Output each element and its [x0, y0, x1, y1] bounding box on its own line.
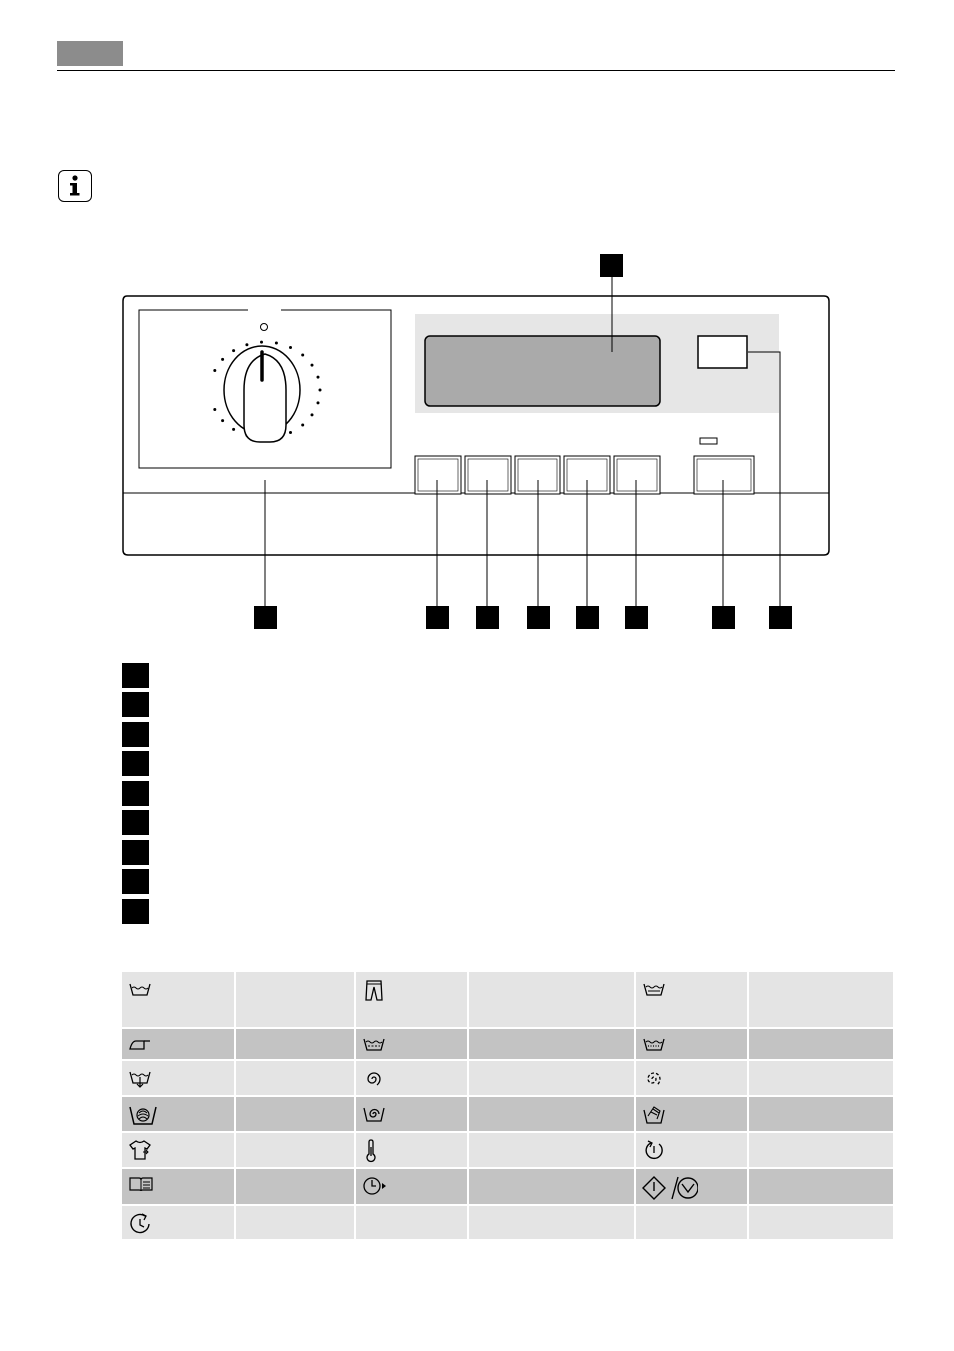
- symbol-description: [468, 1168, 635, 1205]
- dial-dot: [317, 376, 320, 379]
- symbol-description: [468, 1132, 635, 1168]
- symbol-description: [748, 1060, 894, 1096]
- symbol-cell: [355, 1205, 468, 1240]
- handwash-icon: [635, 1096, 748, 1132]
- start-led: [700, 438, 717, 444]
- symbol-description: [235, 972, 355, 1028]
- callout-box-2: [426, 606, 449, 629]
- bottom-callouts: [254, 606, 792, 629]
- tub-lines-icon: [635, 972, 748, 1028]
- dial-dot: [319, 389, 322, 392]
- door-lock-indicator: [698, 336, 747, 368]
- dial-dot: [311, 413, 314, 416]
- symbol-description: [748, 1168, 894, 1205]
- dial-dot: [289, 346, 292, 349]
- legend-box-2: [122, 692, 149, 717]
- dial-dot: [301, 354, 304, 357]
- symbol-description: [235, 1096, 355, 1132]
- dial-dot: [221, 358, 224, 361]
- display-screen: [425, 336, 660, 406]
- spin-spiral-icon: [355, 1060, 468, 1096]
- symbol-description: [468, 1096, 635, 1132]
- callout-box-8: [769, 606, 792, 629]
- symbol-description: [468, 1028, 635, 1060]
- dial-dot: [213, 408, 216, 411]
- control-panel-diagram: [0, 0, 954, 660]
- iron-icon: [122, 1028, 235, 1060]
- dial-dot: [311, 364, 314, 367]
- legend-box-7: [122, 840, 149, 865]
- legend-box-3: [122, 722, 149, 747]
- symbols-table: [122, 972, 895, 1241]
- time-delay-icon: [122, 1205, 235, 1240]
- spin-reduced-icon: [635, 1060, 748, 1096]
- symbol-description: [748, 1205, 894, 1240]
- spin-tub-icon: [355, 1096, 468, 1132]
- timer-forward-icon: [355, 1168, 468, 1205]
- symbol-description: [235, 1205, 355, 1240]
- start-pause-icon: [635, 1168, 748, 1205]
- shirt-icon: [122, 1132, 235, 1168]
- symbol-description: [235, 1060, 355, 1096]
- symbol-description: [235, 1168, 355, 1205]
- callout-box-9: [600, 254, 623, 277]
- table-row: [122, 972, 894, 1028]
- drain-tub-icon: [122, 1060, 235, 1096]
- knob-grip: [244, 354, 286, 442]
- legend-box-1: [122, 663, 149, 688]
- legend-box-9: [122, 899, 149, 924]
- option-button-5[interactable]: [614, 456, 660, 494]
- manual-book-icon: [122, 1168, 235, 1205]
- callout-box-4: [527, 606, 550, 629]
- callout-box-7: [712, 606, 735, 629]
- symbol-description: [235, 1028, 355, 1060]
- table-row: [122, 1205, 894, 1240]
- option-button-1[interactable]: [415, 456, 461, 494]
- symbol-cell: [635, 1205, 748, 1240]
- wool-tub-icon: [122, 1096, 235, 1132]
- table-row: [122, 1096, 894, 1132]
- callout-box-5: [576, 606, 599, 629]
- dial-dot: [260, 341, 263, 344]
- dial-off-indicator: [261, 324, 268, 331]
- wash-tub-icon: [122, 972, 235, 1028]
- dial-dot: [289, 431, 292, 434]
- table-row: [122, 1132, 894, 1168]
- callout-box-3: [476, 606, 499, 629]
- legend-box-5: [122, 781, 149, 806]
- dial-dot: [232, 349, 235, 352]
- option-button-2[interactable]: [465, 456, 511, 494]
- table-row: [122, 1060, 894, 1096]
- thermometer-icon: [355, 1132, 468, 1168]
- jeans-icon: [355, 972, 468, 1028]
- table-row: [122, 1168, 894, 1205]
- symbol-description: [748, 1028, 894, 1060]
- symbol-description: [748, 972, 894, 1028]
- tub-dotted-icon: [635, 1028, 748, 1060]
- dial-dot: [317, 401, 320, 404]
- tub-dashed-icon: [355, 1028, 468, 1060]
- dial-dot: [232, 428, 235, 431]
- symbol-description: [748, 1096, 894, 1132]
- callout-box-6: [625, 606, 648, 629]
- legend-box-8: [122, 869, 149, 894]
- dial-dot: [301, 424, 304, 427]
- start-pause-button[interactable]: [694, 456, 754, 494]
- table-row: [122, 1028, 894, 1060]
- symbol-description: [235, 1132, 355, 1168]
- symbol-description: [468, 972, 635, 1028]
- dial-dot: [275, 342, 278, 345]
- rinse-hold-icon: [635, 1132, 748, 1168]
- dial-dot: [213, 369, 216, 372]
- dial-dot: [245, 343, 248, 346]
- symbol-description: [748, 1132, 894, 1168]
- dial-dot: [221, 419, 224, 422]
- callout-box-1: [254, 606, 277, 629]
- symbol-description: [468, 1205, 635, 1240]
- symbol-description: [468, 1060, 635, 1096]
- legend-box-6: [122, 810, 149, 835]
- legend-box-4: [122, 751, 149, 776]
- dial-frame-gap: [248, 305, 281, 317]
